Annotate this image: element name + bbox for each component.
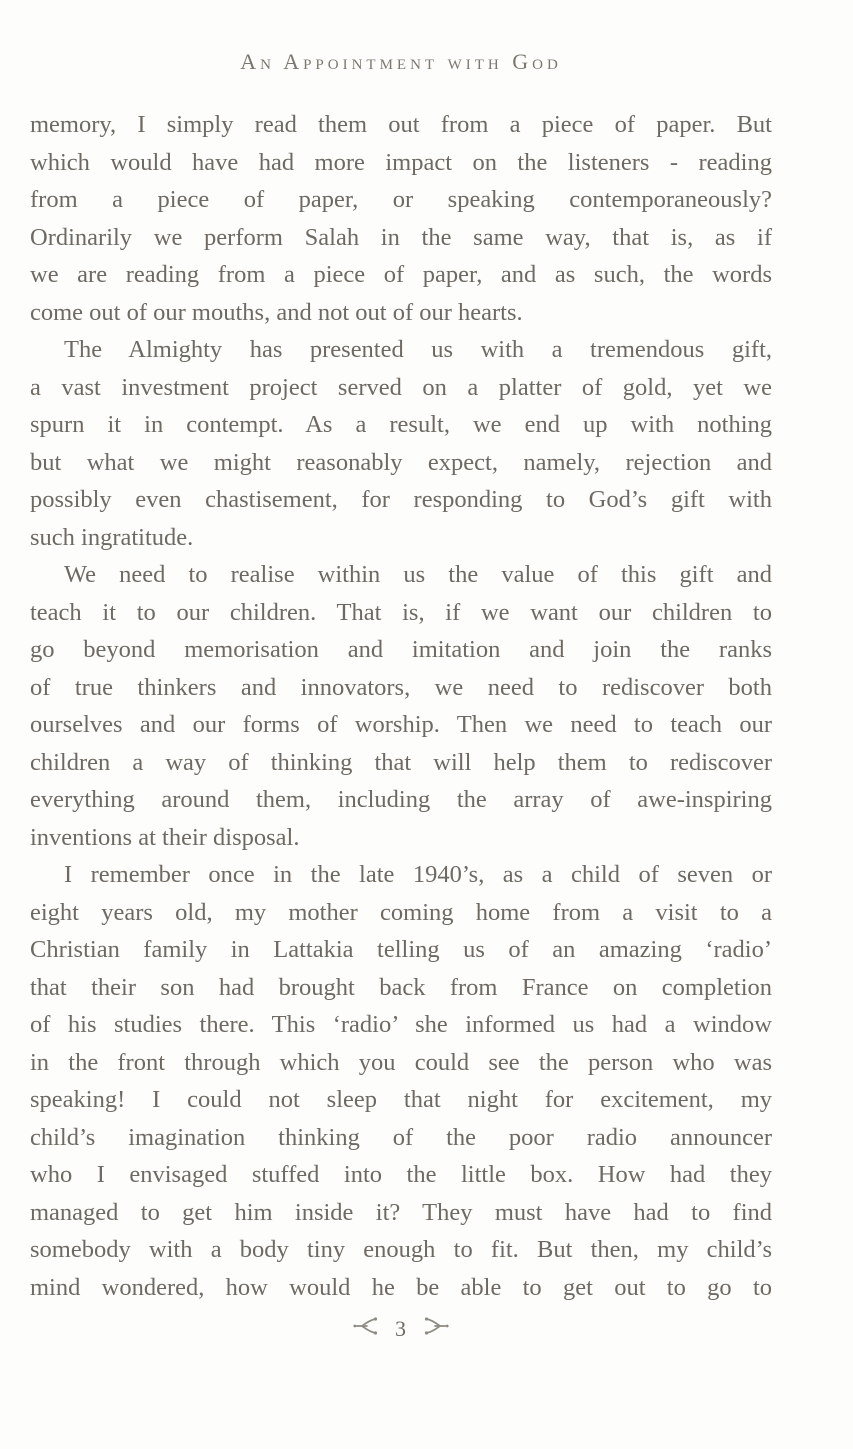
text-line: that their son had brought back from France on completion [30, 973, 772, 1001]
paragraph [30, 331, 772, 556]
text-line: a vast investment project served on a platter of gold, yet we [30, 373, 772, 401]
text-line: from a piece of paper, or speaking contemporaneously? [30, 186, 772, 213]
text-line: go beyond memorisation and imitation and join the ranks [30, 636, 772, 663]
text-line: Ordinarily we perform Salah in the same way, that is, as if [30, 223, 772, 251]
text-line: come out of our mouths, and not out of our hearts. [30, 298, 523, 326]
paragraph [30, 556, 772, 856]
text-line: teach it to our children. That is, if we want our children to [30, 598, 772, 626]
text-line: which would have had more impact on the listeners - reading [30, 148, 772, 176]
fleuron-right-icon [423, 1316, 449, 1342]
text-line: ourselves and our forms of worship. Then we need to teach our [30, 711, 772, 738]
text-line: mind wondered, how would he be able to get out to go to [30, 1273, 772, 1301]
running-head: An Appointment with God [240, 49, 562, 74]
text-line: everything around them, including the array of awe-inspiring [30, 786, 772, 813]
text-line: speaking! I could not sleep that night for excitement, my [30, 1086, 772, 1113]
text-line: memory, I simply read them out from a piece of paper. But [30, 111, 772, 138]
paragraph [30, 106, 772, 331]
text-line: who I envisaged stuffed into the little box. How had they [30, 1161, 772, 1188]
text-line: child’s imagination thinking of the poor radio announcer [30, 1123, 772, 1151]
text-line: managed to get him inside it? They must have had to find [30, 1198, 772, 1226]
text-line: such ingratitude. [30, 523, 194, 551]
text-line: somebody with a body tiny enough to fit. But then, my child’s [30, 1236, 772, 1263]
text-line: possibly even chastisement, for responding to God’s gift with [30, 486, 772, 513]
text-line: in the front through which you could see the person who was [30, 1048, 772, 1076]
text-block [30, 106, 772, 1306]
text-line: of his studies there. This ‘radio’ she informed us had a window [30, 1011, 772, 1038]
fleuron-left-icon [353, 1316, 379, 1342]
text-line: eight years old, my mother coming home from a visit to a [30, 898, 772, 926]
text-line: I remember once in the late 1940’s, as a child of seven or [64, 861, 772, 888]
text-line: we are reading from a piece of paper, and as such, the words [30, 261, 772, 288]
text-line: We need to realise within us the value of this gift and [64, 561, 772, 588]
text-line: children a way of thinking that will help them to rediscover [30, 748, 772, 776]
text-line: of true thinkers and innovators, we need to rediscover both [30, 673, 772, 701]
text-line: spurn it in contempt. As a result, we end up with nothing [30, 411, 772, 438]
text-line: inventions at their disposal. [30, 823, 300, 851]
text-line: Christian family in Lattakia telling us of an amazing ‘radio’ [30, 936, 772, 963]
paragraph [30, 856, 772, 1306]
page-number: 3 [395, 1316, 407, 1341]
text-line: but what we might reasonably expect, namely, rejection and [30, 448, 772, 476]
text-line: The Almighty has presented us with a tremendous gift, [64, 336, 772, 363]
page-footer [30, 1316, 772, 1342]
